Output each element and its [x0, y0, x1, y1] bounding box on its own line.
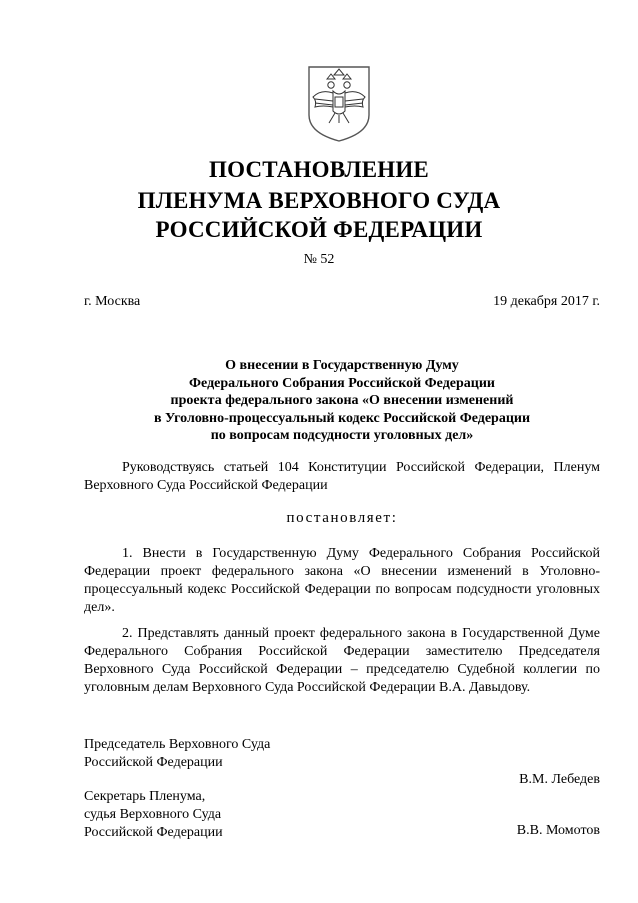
document-city: г. Москва [84, 294, 141, 309]
resolution-item-1: 1. Внести в Государственную Думу Федерального Собрания Российской Федерации проект федерального закона «О внесении изменений в Уголовно-процессуальный кодекс Российской Федерации по вопросам подсудности уголовных дел». [84, 546, 600, 615]
subject-line-5: по вопросам подсудности уголовных дел» [210, 428, 474, 443]
coat-of-arms-emblem-icon [303, 63, 375, 143]
chair-title-line-2: Российской Федерации [84, 755, 223, 770]
document-title-line-1: ПОСТАНОВЛЕНИЕ [209, 157, 429, 182]
resolves-heading: постановляет: [286, 510, 398, 526]
secretary-title-line-1: Секретарь Пленума, [84, 789, 206, 804]
document-date: 19 декабря 2017 г. [493, 294, 600, 309]
chair-title [84, 736, 270, 772]
secretary-name: В.В. Момотов [516, 823, 600, 838]
intro-paragraph: Руководствуясь статьей 104 Конституции Российской Федерации, Пленум Верховного Суда Российской Федерации [84, 460, 600, 493]
chair-name: В.М. Лебедев [519, 772, 600, 787]
subject-line-4: в Уголовно-процессуальный кодекс Российской Федерации [153, 410, 531, 426]
document-subject [0, 357, 638, 445]
subject-line-3: проекта федерального закона «О внесении изменений [170, 393, 514, 408]
subject-line-2: Федерального Собрания Российской Федерации [189, 375, 495, 391]
chair-title-line-1: Председатель Верховного Суда [84, 737, 271, 752]
secretary-title-line-3: Российской Федерации [84, 825, 223, 840]
secretary-title-line-2: судья Верховного Суда [84, 807, 222, 822]
secretary-title [84, 788, 223, 842]
document-title-line-2: ПЛЕНУМА ВЕРХОВНОГО СУДА [137, 188, 501, 213]
document-title-line-3: РОССИЙСКОЙ ФЕДЕРАЦИИ [155, 217, 483, 242]
resolution-item-2: 2. Представлять данный проект федерального закона в Государственной Думе Федерального Собрания Российской Федерации заместителю Председателя Верховного Суда Российской Федерации – председателю Судебной коллегии по уголовным делам Верховного Суда Российской Федерации В.А. Давыдову. [84, 626, 600, 695]
document-number: № 52 [303, 252, 335, 267]
subject-line-1: О внесении в Государственную Думу [225, 358, 459, 373]
